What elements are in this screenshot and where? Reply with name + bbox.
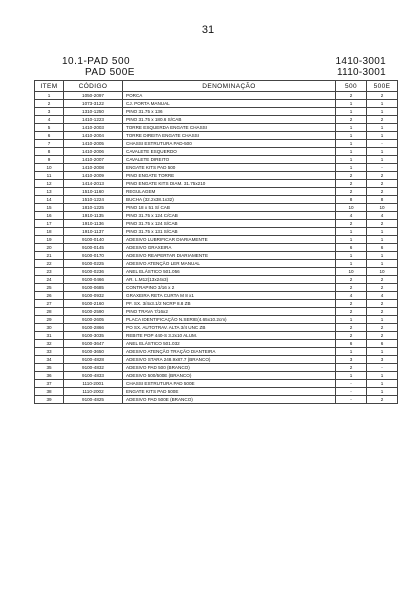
cell-code: 9100-0140 — [64, 236, 123, 244]
cell-code: 1410-2004 — [64, 132, 123, 140]
column-header-qty-500e: 500E — [367, 81, 398, 92]
cell-qty-500: 10 — [336, 204, 367, 212]
table-header-row — [35, 81, 398, 92]
table-row — [35, 292, 398, 300]
cell-qty-500e: 2 — [367, 300, 398, 308]
cell-description: ADESIVO 500/500E (BRANCO) — [123, 372, 336, 380]
table-row — [35, 156, 398, 164]
cell-item: 38 — [35, 388, 64, 396]
cell-item: 33 — [35, 348, 64, 356]
table-row — [35, 204, 398, 212]
cell-code: 1414-2013 — [64, 180, 123, 188]
table-row — [35, 252, 398, 260]
cell-code: 9100-4825 — [64, 396, 123, 404]
table-row — [35, 332, 398, 340]
cell-qty-500e: 2 — [367, 116, 398, 124]
cell-code: 9100-2605 — [64, 316, 123, 324]
cell-qty-500: 2 — [336, 172, 367, 180]
cell-qty-500: 2 — [336, 300, 367, 308]
cell-item: 19 — [35, 236, 64, 244]
cell-description: CHASSI ESTRUTURA PAD-500 — [123, 140, 336, 148]
cell-qty-500: 2 — [336, 364, 367, 372]
cell-qty-500: 2 — [336, 276, 367, 284]
cell-qty-500: 2 — [336, 116, 367, 124]
cell-description: GRAXEIRA RETA CURTA M 8 x1 — [123, 292, 336, 300]
cell-qty-500: 2 — [336, 92, 367, 100]
cell-description: AR. L.M12(13x24x3) — [123, 276, 336, 284]
cell-code: 1410-2003 — [64, 124, 123, 132]
cell-description: PO SX. AUTOTRAV. ALTA 3/4 UNC ZB — [123, 324, 336, 332]
cell-code: 1410-2008 — [64, 164, 123, 172]
table-body — [35, 92, 398, 404]
cell-qty-500e: 6 — [367, 244, 398, 252]
cell-qty-500e: 1 — [367, 316, 398, 324]
table-row — [35, 188, 398, 196]
cell-code: 9100-0145 — [64, 244, 123, 252]
cell-item: 39 — [35, 396, 64, 404]
cell-description: ADESIVO ATENÇÃO LER MANUAL — [123, 260, 336, 268]
cell-qty-500: 2 — [336, 332, 367, 340]
cell-item: 5 — [35, 124, 64, 132]
cell-description: TORRE DIREITA ENGATE CHASSI — [123, 132, 336, 140]
cell-item: 7 — [35, 140, 64, 148]
table-row — [35, 212, 398, 220]
document-title — [62, 56, 135, 78]
cell-item: 12 — [35, 180, 64, 188]
cell-qty-500e: 2 — [367, 172, 398, 180]
cell-code: 1110-2002 — [64, 388, 123, 396]
cell-qty-500e: 2 — [367, 396, 398, 404]
table-row — [35, 108, 398, 116]
cell-qty-500: 10 — [336, 268, 367, 276]
table-row — [35, 140, 398, 148]
cell-qty-500e: 2 — [367, 188, 398, 196]
cell-item: 23 — [35, 268, 64, 276]
cell-code: 1073-3122 — [64, 100, 123, 108]
cell-description: ADESIVO LUBRIFICAR DIARIAMENTE — [123, 236, 336, 244]
cell-qty-500: 1 — [336, 164, 367, 172]
cell-qty-500: - — [336, 388, 367, 396]
cell-item: 20 — [35, 244, 64, 252]
cell-item: 34 — [35, 356, 64, 364]
cell-item: 29 — [35, 316, 64, 324]
cell-item: 26 — [35, 292, 64, 300]
cell-code: 9100-3035 — [64, 332, 123, 340]
table-row — [35, 300, 398, 308]
cell-qty-500e: 1 — [367, 100, 398, 108]
column-header-item: ITEM — [35, 81, 64, 92]
cell-item: 1 — [35, 92, 64, 100]
cell-code: 9100-4832 — [64, 364, 123, 372]
cell-code: 9100-4828 — [64, 356, 123, 364]
cell-code: 1310-1250 — [64, 108, 123, 116]
cell-item: 6 — [35, 132, 64, 140]
cell-code: 9100-0932 — [64, 292, 123, 300]
cell-qty-500: 1 — [336, 260, 367, 268]
cell-qty-500: 4 — [336, 292, 367, 300]
page-number: 31 — [201, 24, 215, 36]
column-header-code: CÓDIGO — [64, 81, 123, 92]
table-row — [35, 228, 398, 236]
cell-item: 28 — [35, 308, 64, 316]
cell-qty-500e: 10 — [367, 268, 398, 276]
table-row — [35, 100, 398, 108]
cell-qty-500: 1 — [336, 348, 367, 356]
cell-qty-500e: 2 — [367, 180, 398, 188]
table-row — [35, 196, 398, 204]
cell-code: 9100-2160 — [64, 300, 123, 308]
table-row — [35, 180, 398, 188]
cell-description: ENGATE KITS PAD 500E — [123, 388, 336, 396]
cell-qty-500e: 1 — [367, 236, 398, 244]
cell-code: 9100-0466 — [64, 276, 123, 284]
cell-qty-500: 1 — [336, 100, 367, 108]
cell-qty-500e: 4 — [367, 212, 398, 220]
column-header-description: DENOMINAÇÃO — [123, 81, 336, 92]
cell-qty-500: 4 — [336, 212, 367, 220]
cell-qty-500e: 2 — [367, 92, 398, 100]
cell-qty-500: 2 — [336, 324, 367, 332]
table-row — [35, 324, 398, 332]
cell-description: PINO 31.75 x 180.6 S/CAB — [123, 116, 336, 124]
cell-code: 1910-1137 — [64, 228, 123, 236]
cell-code: 9100-3650 — [64, 348, 123, 356]
cell-code: 1510-1160 — [64, 188, 123, 196]
cell-qty-500: 2 — [336, 220, 367, 228]
cell-description: PINO 31.75 x 136 — [123, 108, 336, 116]
cell-qty-500: 1 — [336, 140, 367, 148]
cell-description: REGULAGEM — [123, 188, 336, 196]
cell-qty-500e: 1 — [367, 108, 398, 116]
table-row — [35, 348, 398, 356]
title-line-1: 10.1-PAD 500 — [62, 56, 131, 67]
cell-qty-500: 1 — [336, 252, 367, 260]
cell-qty-500: 1 — [336, 148, 367, 156]
cell-description: CAVALETE ESQUERDO — [123, 148, 336, 156]
cell-item: 36 — [35, 372, 64, 380]
cell-item: 21 — [35, 252, 64, 260]
table-row — [35, 172, 398, 180]
cell-qty-500e: 1 — [367, 372, 398, 380]
cell-item: 35 — [35, 364, 64, 372]
table-row — [35, 164, 398, 172]
table-row — [35, 284, 398, 292]
cell-qty-500e: 3 — [367, 356, 398, 364]
cell-qty-500e: 1 — [367, 380, 398, 388]
cell-description: ADESIVO PAD 500E (BRANCO) — [123, 396, 336, 404]
cell-item: 15 — [35, 204, 64, 212]
table-row — [35, 388, 398, 396]
cell-description: BUCHA (32.2x38.1x32) — [123, 196, 336, 204]
cell-description: PINO 18 x 51 S/ CAB — [123, 204, 336, 212]
cell-code: 1410-2005 — [64, 140, 123, 148]
cell-qty-500e: 2 — [367, 276, 398, 284]
cell-qty-500: 2 — [336, 188, 367, 196]
cell-qty-500e: 4 — [367, 292, 398, 300]
code-line-1: 1410-3001 — [335, 56, 386, 67]
cell-qty-500: 8 — [336, 196, 367, 204]
table-row — [35, 308, 398, 316]
cell-description: PF. SX. 3/4x3.1/2 NCRP 8.8 ZB — [123, 300, 336, 308]
cell-item: 22 — [35, 260, 64, 268]
cell-description: REBITE POP 440-S 3.2x10 ALUM. — [123, 332, 336, 340]
cell-qty-500: 2 — [336, 180, 367, 188]
cell-description: ADESIVO ATENÇÃO TRAÇÃO DIANTEIRA — [123, 348, 336, 356]
cell-qty-500: 1 — [336, 132, 367, 140]
cell-code: 9100-0685 — [64, 284, 123, 292]
cell-qty-500: 1 — [336, 236, 367, 244]
table-row — [35, 268, 398, 276]
cell-code: 1410-2009 — [64, 172, 123, 180]
cell-description: ADESIVO STARA 248.9x87.7 (BRANCO) — [123, 356, 336, 364]
cell-qty-500e: 2 — [367, 332, 398, 340]
cell-item: 24 — [35, 276, 64, 284]
cell-item: 9 — [35, 156, 64, 164]
cell-description: PINO ENGATE TORRE — [123, 172, 336, 180]
cell-item: 11 — [35, 172, 64, 180]
cell-qty-500: - — [336, 380, 367, 388]
table-row — [35, 244, 398, 252]
table-row — [35, 396, 398, 404]
cell-qty-500: 1 — [336, 372, 367, 380]
table-row — [35, 372, 398, 380]
table-row — [35, 380, 398, 388]
cell-description: CJ. PORTA MANUAL — [123, 100, 336, 108]
table-row — [35, 364, 398, 372]
cell-qty-500: 1 — [336, 124, 367, 132]
cell-description: PINO 31.75 x 131 S/CAB — [123, 228, 336, 236]
cell-code: 9100-3647 — [64, 340, 123, 348]
cell-description: ANEL ELÁSTICO 501.032 — [123, 340, 336, 348]
cell-description: PORCA — [123, 92, 336, 100]
cell-item: 31 — [35, 332, 64, 340]
cell-code: 1910-1135 — [64, 212, 123, 220]
cell-description: CHASSI ESTRUTURA PAD 500E — [123, 380, 336, 388]
cell-code: 9100-2590 — [64, 308, 123, 316]
cell-qty-500: 1 — [336, 228, 367, 236]
cell-item: 32 — [35, 340, 64, 348]
table-row — [35, 116, 398, 124]
table-row — [35, 276, 398, 284]
cell-qty-500: 2 — [336, 308, 367, 316]
parts-table — [34, 80, 398, 404]
cell-qty-500e: 1 — [367, 148, 398, 156]
cell-code: 1110-2001 — [64, 380, 123, 388]
cell-item: 3 — [35, 108, 64, 116]
code-line-2: 1110-3001 — [336, 67, 386, 78]
cell-description: PLACA IDENTIFICAÇÃO N.SERIE(4.65x10.2cm) — [123, 316, 336, 324]
cell-qty-500e: 1 — [367, 228, 398, 236]
cell-qty-500e: 1 — [367, 252, 398, 260]
cell-item: 14 — [35, 196, 64, 204]
cell-item: 16 — [35, 212, 64, 220]
cell-code: 1810-1225 — [64, 204, 123, 212]
cell-code: 1410-2007 — [64, 156, 123, 164]
cell-item: 18 — [35, 228, 64, 236]
cell-qty-500: - — [336, 396, 367, 404]
cell-qty-500e: 2 — [367, 308, 398, 316]
cell-description: PINO ENGATE KITS DIAM. 31.75x210 — [123, 180, 336, 188]
cell-qty-500e: 1 — [367, 124, 398, 132]
cell-description: TORRE ESQUERDA ENGATE CHASSI — [123, 124, 336, 132]
cell-qty-500e: 8 — [367, 196, 398, 204]
cell-item: 8 — [35, 148, 64, 156]
cell-qty-500: 6 — [336, 244, 367, 252]
column-header-qty-500: 500 — [336, 81, 367, 92]
table-row — [35, 124, 398, 132]
cell-code: 1410-1223 — [64, 116, 123, 124]
cell-qty-500e: 2 — [367, 220, 398, 228]
cell-description: CAVALETE DIREITO — [123, 156, 336, 164]
cell-item: 25 — [35, 284, 64, 292]
cell-code: 1410-2006 — [64, 148, 123, 156]
cell-description: CONTRAPINO 3/16 x 2 — [123, 284, 336, 292]
cell-code: 9100-0236 — [64, 268, 123, 276]
cell-code: 1510-1224 — [64, 196, 123, 204]
cell-item: 30 — [35, 324, 64, 332]
cell-qty-500e: 6 — [367, 340, 398, 348]
cell-qty-500: 1 — [336, 108, 367, 116]
table-row — [35, 316, 398, 324]
cell-description: PINO TRAVA 7/16x2 — [123, 308, 336, 316]
cell-code: 9100-0225 — [64, 260, 123, 268]
cell-description: ADESIVO PAD 500 (BRANCO) — [123, 364, 336, 372]
cell-qty-500: 1 — [336, 156, 367, 164]
cell-code: 9100-0170 — [64, 252, 123, 260]
document-codes — [335, 56, 386, 78]
title-line-2: PAD 500E — [85, 67, 135, 78]
cell-item: 37 — [35, 380, 64, 388]
cell-qty-500: 6 — [336, 340, 367, 348]
cell-qty-500e: 2 — [367, 284, 398, 292]
cell-qty-500e: 1 — [367, 156, 398, 164]
cell-qty-500: 3 — [336, 356, 367, 364]
cell-qty-500e: 10 — [367, 204, 398, 212]
cell-description: ANEL ELÁSTICO 501.056 — [123, 268, 336, 276]
cell-item: 27 — [35, 300, 64, 308]
table-row — [35, 260, 398, 268]
cell-item: 13 — [35, 188, 64, 196]
cell-description: ADESIVO GRAXEIRA — [123, 244, 336, 252]
table-row — [35, 148, 398, 156]
cell-description: PINO 31.75 x 124 C/CAB — [123, 212, 336, 220]
cell-code: 9100-4833 — [64, 372, 123, 380]
cell-qty-500e: - — [367, 364, 398, 372]
cell-qty-500e: 1 — [367, 348, 398, 356]
cell-qty-500e: - — [367, 164, 398, 172]
cell-item: 2 — [35, 100, 64, 108]
table-row — [35, 340, 398, 348]
table-row — [35, 220, 398, 228]
cell-code: 1910-1136 — [64, 220, 123, 228]
cell-qty-500e: 1 — [367, 388, 398, 396]
cell-qty-500e: 1 — [367, 260, 398, 268]
cell-description: PINO 31.75 x 124 S/CAB — [123, 220, 336, 228]
table-row — [35, 236, 398, 244]
cell-qty-500e: - — [367, 140, 398, 148]
cell-item: 4 — [35, 116, 64, 124]
cell-description: ADESIVO REAPERTAR DIARIAMENTE — [123, 252, 336, 260]
cell-qty-500e: 2 — [367, 324, 398, 332]
cell-item: 17 — [35, 220, 64, 228]
table-row — [35, 356, 398, 364]
cell-code: 9100-2866 — [64, 324, 123, 332]
cell-qty-500: 2 — [336, 284, 367, 292]
table-row — [35, 92, 398, 100]
cell-qty-500: 1 — [336, 316, 367, 324]
cell-qty-500e: 1 — [367, 132, 398, 140]
cell-item: 10 — [35, 164, 64, 172]
cell-code: 1050-2097 — [64, 92, 123, 100]
table-row — [35, 132, 398, 140]
cell-description: ENGATE KITS PAD 500 — [123, 164, 336, 172]
